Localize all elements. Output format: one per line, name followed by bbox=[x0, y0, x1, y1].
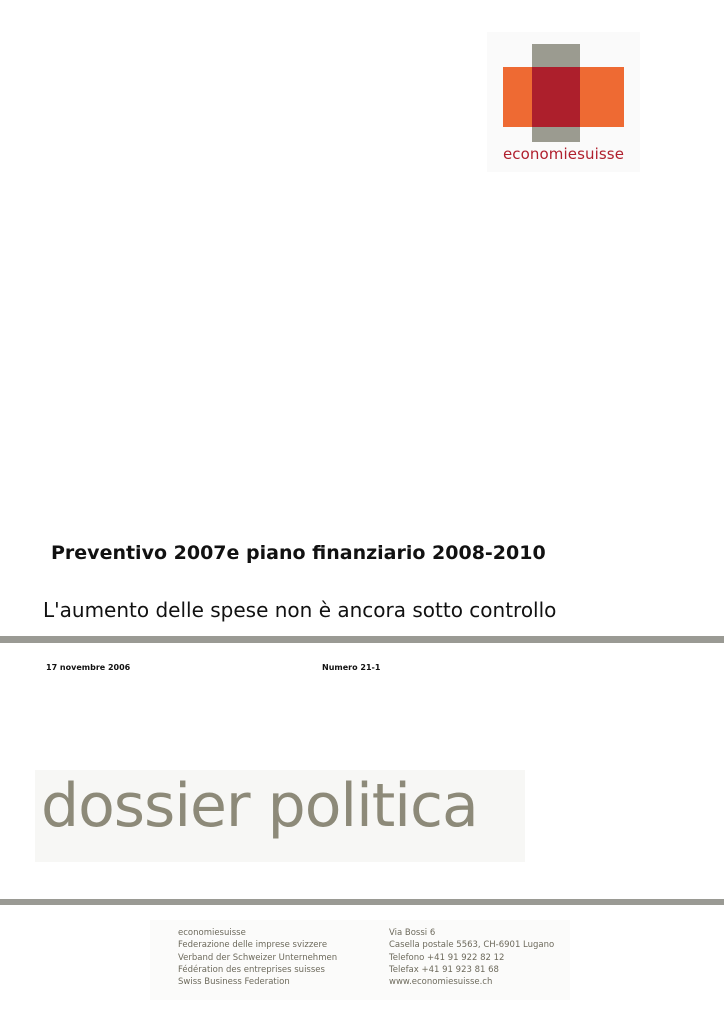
issue-number: Numero 21-1 bbox=[322, 663, 381, 672]
footer-address: Via Bossi 6 bbox=[389, 928, 436, 938]
footer-phone: Telefono +41 91 922 82 12 bbox=[389, 952, 505, 963]
footer-org-line: Federazione delle imprese svizzere bbox=[178, 940, 328, 951]
footer-organization bbox=[178, 927, 337, 988]
document-subtitle: L'aumento delle spese non è ancora sotto controllo bbox=[43, 598, 557, 622]
footer-contact bbox=[389, 927, 554, 988]
footer-org-line: Swiss Business Federation bbox=[178, 977, 290, 988]
logo-red-square bbox=[532, 67, 580, 127]
top-divider bbox=[0, 636, 724, 643]
footer-po-box: Casella postale 5563, CH-6901 Lugano bbox=[389, 940, 555, 951]
logo-wordmark: economiesuisse bbox=[502, 145, 625, 163]
document-title: Preventivo 2007e piano finanziario 2008-2010 bbox=[51, 542, 546, 564]
economiesuisse-logo bbox=[487, 32, 640, 172]
economiesuisse-cross-icon bbox=[503, 44, 624, 142]
series-title: dossier politica bbox=[41, 771, 478, 841]
series-banner bbox=[35, 770, 525, 862]
footer-fax: Telefax +41 91 923 81 68 bbox=[389, 964, 499, 975]
publication-date: 17 novembre 2006 bbox=[46, 663, 131, 672]
footer-org-line: Fédération des entreprises suisses bbox=[178, 964, 325, 975]
footer-website: www.economiesuisse.ch bbox=[389, 977, 493, 988]
footer-org-line: Verband der Schweizer Unternehmen bbox=[178, 952, 338, 963]
bottom-divider bbox=[0, 899, 724, 905]
footer-org-line: economiesuisse bbox=[178, 928, 246, 938]
